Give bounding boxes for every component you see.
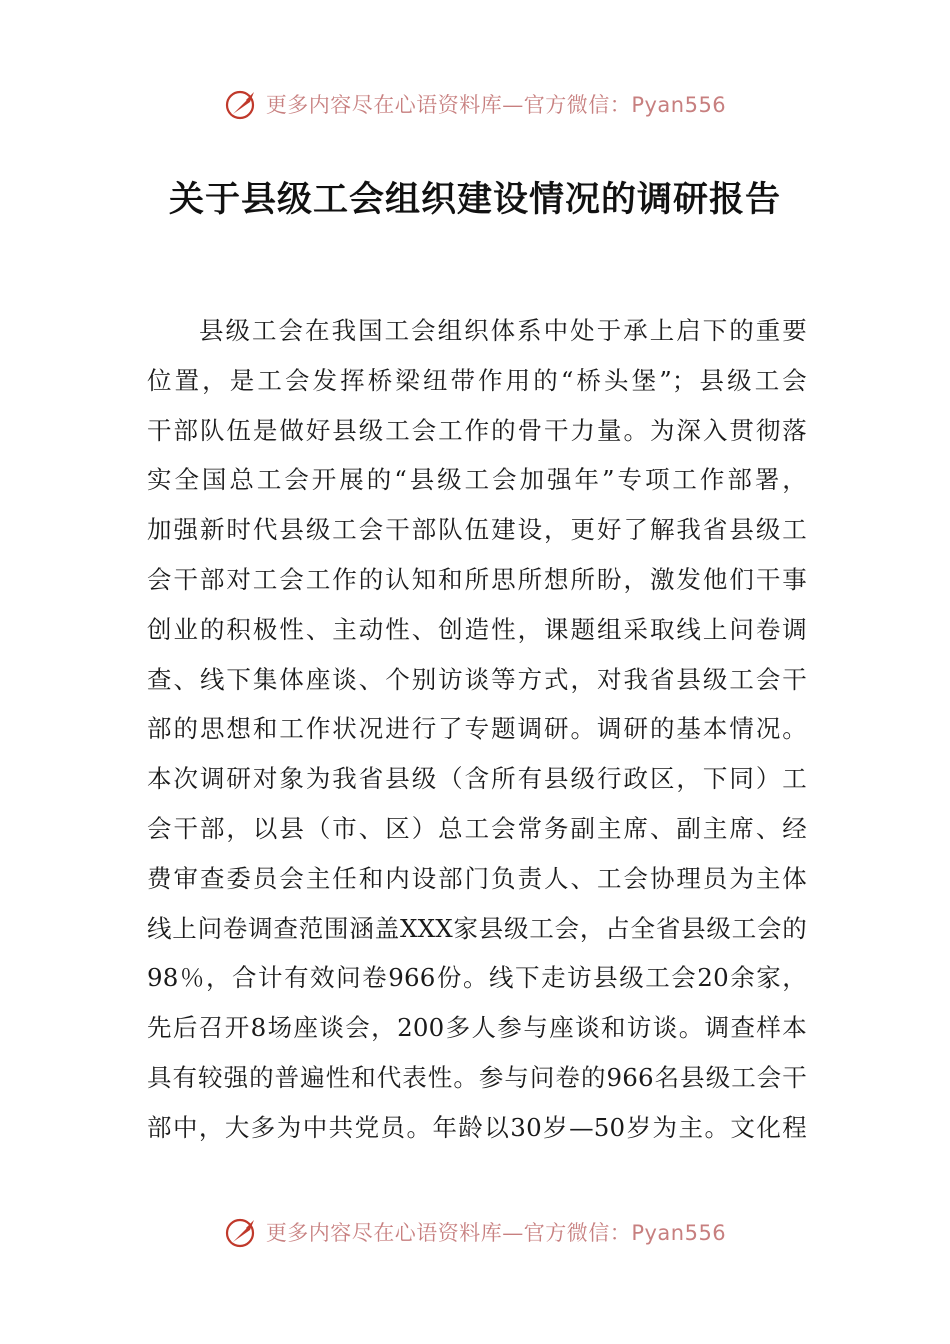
body-paragraph [147, 306, 807, 1153]
watermark-text: 更多内容尽在心语资料库—官方微信：Pyan556 [265, 1221, 727, 1245]
body-line: 部的思想和工作状况进行了专题调研。调研的基本情况。 [147, 714, 807, 744]
body-line: 实全国总工会开展的“县级工会加强年”专项工作部署， [147, 465, 807, 495]
header-watermark [0, 84, 950, 124]
body-line: 干部队伍是做好县级工会工作的骨干力量。为深入贯彻落 [147, 415, 807, 445]
watermark-text: 更多内容尽在心语资料库—官方微信：Pyan556 [265, 93, 727, 117]
quill-logo-icon [224, 1214, 260, 1250]
body-line: 加强新时代县级工会干部队伍建设，更好了解我省县级工 [147, 515, 807, 545]
body-line: 线上问卷调查范围涵盖XXX家县级工会，占全省县级工会的 [147, 913, 807, 943]
body-line: 位置，是工会发挥桥梁纽带作用的“桥头堡”；县级工会 [147, 365, 807, 395]
body-line: 98％，合计有效问卷966份。线下走访县级工会20余家， [147, 963, 807, 993]
body-line: 先后召开8场座谈会，200多人参与座谈和访谈。调查样本 [147, 1013, 807, 1043]
body-line: 会干部，以县（市、区）总工会常务副主席、副主席、经 [147, 813, 807, 843]
body-line: 县级工会在我国工会组织体系中处于承上启下的重要 [199, 316, 807, 345]
body-line: 会干部对工会工作的认知和所思所想所盼，激发他们干事 [147, 564, 807, 594]
body-line: 查、线下集体座谈、个别访谈等方式，对我省县级工会干 [147, 664, 807, 694]
footer-watermark [0, 1212, 950, 1252]
body-line: 具有较强的普遍性和代表性。参与问卷的966名县级工会干 [147, 1062, 807, 1092]
body-line: 创业的积极性、主动性、创造性，课题组采取线上问卷调 [147, 614, 807, 644]
document-title: 关于县级工会组织建设情况的调研报告 [168, 180, 781, 220]
body-line: 本次调研对象为我省县级（含所有县级行政区，下同）工 [147, 764, 807, 794]
body-line: 费审查委员会主任和内设部门负责人、工会协理员为主体 [147, 863, 807, 893]
body-line: 部中，大多为中共党员。年龄以30岁—50岁为主。文化程 [147, 1112, 807, 1142]
quill-logo-icon [224, 86, 260, 122]
